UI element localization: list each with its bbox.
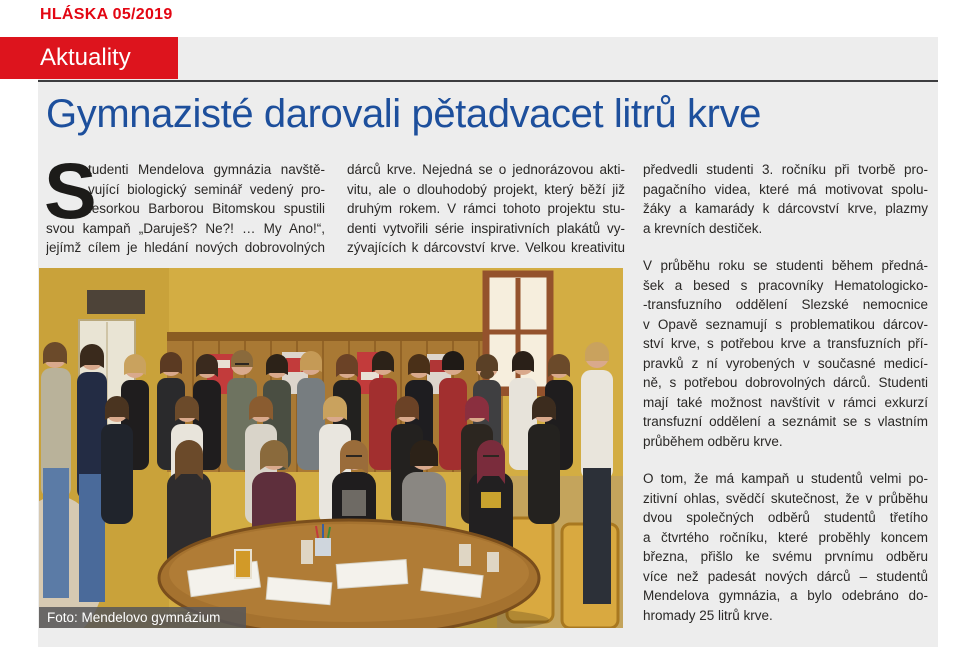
article-column-2 (347, 160, 625, 258)
text-line: mají také možnost navštívit v rámci exkurzí (643, 394, 928, 410)
text-line: ně, s potřebou dobrovolných dárců. Studenti (643, 375, 928, 390)
text-line: zitivní ohlas, svědčí skutečnost, že v průběhu (643, 490, 928, 506)
text-line: žáky a kamarády k dárcovství krve, plazmy (643, 201, 928, 216)
article-column-3 (643, 160, 928, 643)
text-line: -transfuzního oddělení Slezské nemocnice (643, 297, 928, 312)
text-line: denti vytvořili série inspirativních plakátů vy- (347, 220, 625, 236)
text-line: předvedli studenti 3. ročníku při tvorbě pro- (643, 162, 928, 177)
text-line: ství krve, s potřebou krve a transfuzních pří- (643, 336, 928, 351)
text-line: vující biologický seminář vedený pro- (88, 181, 325, 197)
text-line: vitu, ale o dlouhodobý projekt, který běží již (347, 181, 625, 197)
group-photo-illustration (39, 268, 623, 628)
paragraph (643, 160, 928, 238)
text-line: fesorkou Barborou Bitomskou spustili (88, 201, 325, 216)
section-label: Aktuality (40, 44, 131, 71)
magazine-masthead: HLÁSKA 05/2019 (40, 6, 173, 23)
text-line: v Opavě seznamují s problematikou dárcov- (643, 316, 928, 332)
text-line: V průběhu roku se studenti během předná- (643, 258, 928, 273)
text-line: jejímž cílem je hledání nových dobrovolných (46, 240, 325, 255)
photo-caption: Foto: Mendelovo gymnázium (39, 607, 246, 628)
text-line: průběhem odběru krve. (643, 433, 783, 449)
text-line: a krevních destiček. (643, 220, 763, 236)
section-tab (0, 37, 178, 79)
text-line: hromady 25 litrů krve. (643, 607, 773, 623)
dropcap-letter: S (44, 146, 97, 235)
text-line: dvou společných odběrů studentů třetího (643, 510, 928, 525)
text-line: Mendelova gymnázia, a bylo odebráno do- (643, 588, 928, 603)
text-line: druhým rokem. V rámci tohoto projektu stu- (347, 201, 625, 216)
text-line: O tom, že má kampaň u studentů velmi po- (643, 471, 928, 486)
text-line: pravků z ní vyrobených v současné medicí- (643, 355, 928, 371)
text-line: šek a besed s pracovníky Hematologicko- (643, 277, 928, 293)
text-line: zývajících k dárcovství krve. Velkou kreativitu (347, 240, 625, 255)
paragraph (643, 256, 928, 451)
article-headline: Gymnazisté darovali pětadvacet litrů krve (46, 92, 762, 136)
paragraph (643, 469, 928, 625)
text-line: svou kampaň „Daruješ? Ne?! … My Ano!“, (46, 220, 325, 236)
text-line: dárců krve. Nejedná se o jednorázovou akti- (347, 162, 625, 177)
text-line: pagačního videa, které má motivovat spolu- (643, 181, 928, 197)
text-line: více než padesát nových dárců – studentů (643, 568, 928, 584)
text-line: transfuzní oddělení a seznámit se s vlastním (643, 414, 928, 429)
text-line: března, přišlo ke svému prvnímu odběru (643, 549, 928, 564)
text-line: a čtvrtého ročníku, které proběhly koncem (643, 529, 928, 545)
article-column-1 (44, 146, 325, 258)
divider-rule (38, 80, 938, 82)
text-line: tudenti Mendelova gymnázia navště- (88, 162, 325, 177)
article-photo (39, 268, 623, 628)
